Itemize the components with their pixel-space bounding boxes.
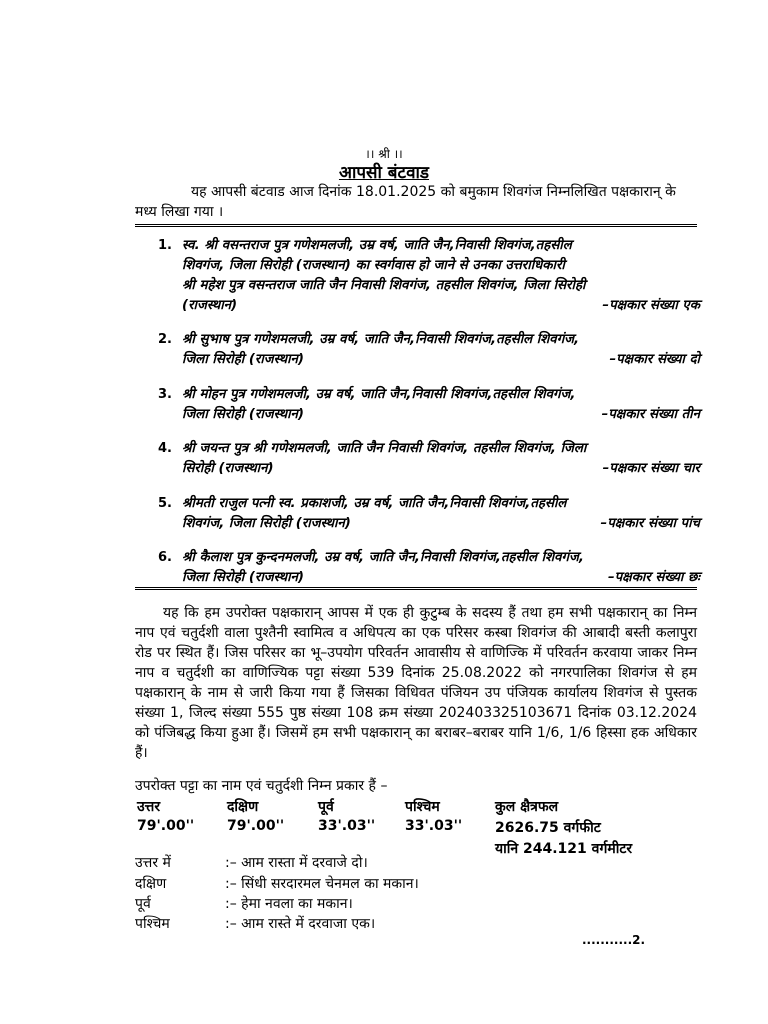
dimension-west	[405, 797, 462, 834]
party-line: (राजस्थान)	[182, 298, 238, 313]
party-5	[150, 494, 700, 534]
party-number: 2.	[158, 332, 172, 347]
dimension-direction: दक्षिण	[227, 799, 259, 815]
party-4	[150, 439, 700, 479]
party-3	[150, 385, 700, 425]
dimension-value: 79'.00''	[137, 818, 195, 834]
separator-top	[135, 224, 697, 227]
boundary-direction: उत्तर में	[135, 855, 171, 871]
dimension-direction: उत्तर	[137, 799, 161, 815]
boundary-description: :– सिंधी सरदारमल चेनमल का मकान।	[225, 876, 419, 892]
party-line: श्री कैलाश पुत्र कुन्दनमलजी, उम्र वर्ष, जाति जैन,निवासी शिवगंज,तहसील शिवगंज,	[182, 550, 584, 565]
intro-paragraph	[135, 182, 695, 222]
boundary-description: :– आम रास्ता में दरवाजे दो।	[225, 855, 368, 871]
dimension-value: 79'.00''	[227, 818, 285, 834]
total-area	[495, 797, 632, 860]
dimension-value: 33'.03''	[405, 818, 463, 834]
boundary-description: :– आम रास्ते में दरवाजा एक।	[225, 916, 376, 932]
party-2	[150, 330, 700, 370]
page-continuation-marker: ...........2.	[582, 933, 646, 947]
party-role: –पक्षकार संख्या तीन	[601, 407, 700, 422]
party-line: श्री जयन्त पुत्र श्री गणेशमलजी, जाति जैन निवासी शिवगंज, तहसील शिवगंज, जिला	[182, 441, 587, 456]
document-title	[0, 160, 768, 183]
party-number: 6.	[158, 550, 172, 565]
area-sqft: 2626.75 वर्गफीट	[495, 820, 601, 836]
boundary-direction: पूर्व	[135, 896, 151, 912]
party-line: जिला सिरोही (राजस्थान)	[182, 352, 304, 367]
dimension-north	[137, 797, 194, 834]
party-line: श्री महेश पुत्र वसन्तराज जाति जैन निवासी शिवगंज, तहसील शिवगंज, जिला सिरोही	[182, 278, 586, 293]
party-role: –पक्षकार संख्या पांच	[600, 516, 700, 531]
party-role: –पक्षकार संख्या छः	[607, 570, 700, 585]
dimension-direction: पश्चिम	[405, 799, 440, 815]
dimension-east	[318, 797, 375, 834]
dimension-value: 33'.03''	[318, 818, 376, 834]
party-line: सिरोही (राजस्थान)	[182, 461, 274, 476]
boundary-direction: दक्षिण	[135, 876, 167, 892]
party-6	[150, 548, 700, 588]
party-line: जिला सिरोही (राजस्थान)	[182, 407, 304, 422]
party-line: स्व. श्री वसन्तराज पुत्र गणेशमलजी, उम्र वर्ष, जाति जैन,निवासी शिवगंज,तहसील	[182, 238, 572, 253]
party-line: श्रीमती राजुल पत्नी स्व. प्रकाशजी, उम्र वर्ष, जाति जैन,निवासी शिवगंज,तहसील	[182, 496, 567, 511]
boundary-description: :– हेमा नवला का मकान।	[225, 896, 353, 912]
party-line: श्री सुभाष पुत्र गणेशमलजी, उम्र वर्ष, जाति जैन,निवासी शिवगंज,तहसील शिवगंज,	[182, 332, 580, 347]
boundaries-heading: उपरोक्त पट्टा का नाम एवं चतुर्दशी निम्न प्रकार हैं –	[135, 778, 388, 794]
area-sqm: यानि 244.121 वर्गमीटर	[495, 841, 633, 857]
document-title-text: आपसी बंटवाड	[338, 163, 430, 183]
party-number: 5.	[158, 496, 172, 511]
invocation: ।। श्री ।।	[365, 147, 403, 161]
party-role: –पक्षकार संख्या चार	[602, 461, 700, 476]
party-line: श्री मोहन पुत्र गणेशमलजी, उम्र वर्ष, जाति जैन,निवासी शिवगंज,तहसील शिवगंज,	[182, 387, 576, 402]
party-line: शिवगंज, जिला सिरोही (राजस्थान) का स्वर्गवास हो जाने से उनका उत्तराधिकारी	[182, 258, 565, 273]
party-number: 1.	[158, 238, 172, 253]
boundary-direction: पश्चिम	[135, 916, 170, 932]
body-paragraph: यह कि हम उपरोक्त पक्षकारान् आपस में एक ही कुटुम्ब के सदस्य हैं तथा हम सभी पक्षकारान् का निम्न नाप एवं चतुर्दशी वाला पुश्तैनी स्वामित्व व अधिपत्य का एक परिसर कस्बा शिवगंज की आबादी बस्ती कलापुरा रोड पर स्थित हैं। जिस परिसर का भू–उपयोग परिवर्तन आवासीय से वाणिज्कि में परिवर्तन करवाया जाकर निम्न नाप व चतुर्दशी का वाणिज्यिक पट्टा संख्या 539 दिनांक 25.08.2022 को नगरपालिका शिवगंज से हम पक्षकारान् के नाम से जारी किया गया हैं जिसका विधिवत पंजियन उप पंजियक कार्यालय शिवगंज से पुस्तक संख्या 1, जिल्द संख्या 555 पुष्ठ संख्या 108 क्रम संख्या 202403325103671 दिनांक 03.12.2024 को पंजिबद्ध किया हुआ हैं। जिसमें हम सभी पक्षकारान् का बराबर–बराबर यानि 1/6, 1/6 हिस्सा हक अधिकार हैं।	[135, 605, 697, 761]
intro-text: यह आपसी बंटवाड आज दिनांक 18.01.2025 को बमुकाम शिवगंज निम्नलिखित पक्षकारान् के मध्य लिखा गया ।	[135, 184, 676, 220]
party-1	[150, 236, 700, 316]
separator-bottom	[135, 587, 697, 590]
area-label: कुल क्षैत्रफल	[495, 799, 559, 815]
dimension-south	[227, 797, 284, 834]
party-role: –पक्षकार संख्या एक	[602, 298, 700, 313]
party-role: –पक्षकार संख्या दो	[609, 352, 700, 367]
dimension-direction: पूर्व	[318, 799, 334, 815]
party-line: जिला सिरोही (राजस्थान)	[182, 570, 304, 585]
party-line: शिवगंज, जिला सिरोही (राजस्थान)	[182, 516, 351, 531]
party-number: 4.	[158, 441, 172, 456]
party-number: 3.	[158, 387, 172, 402]
